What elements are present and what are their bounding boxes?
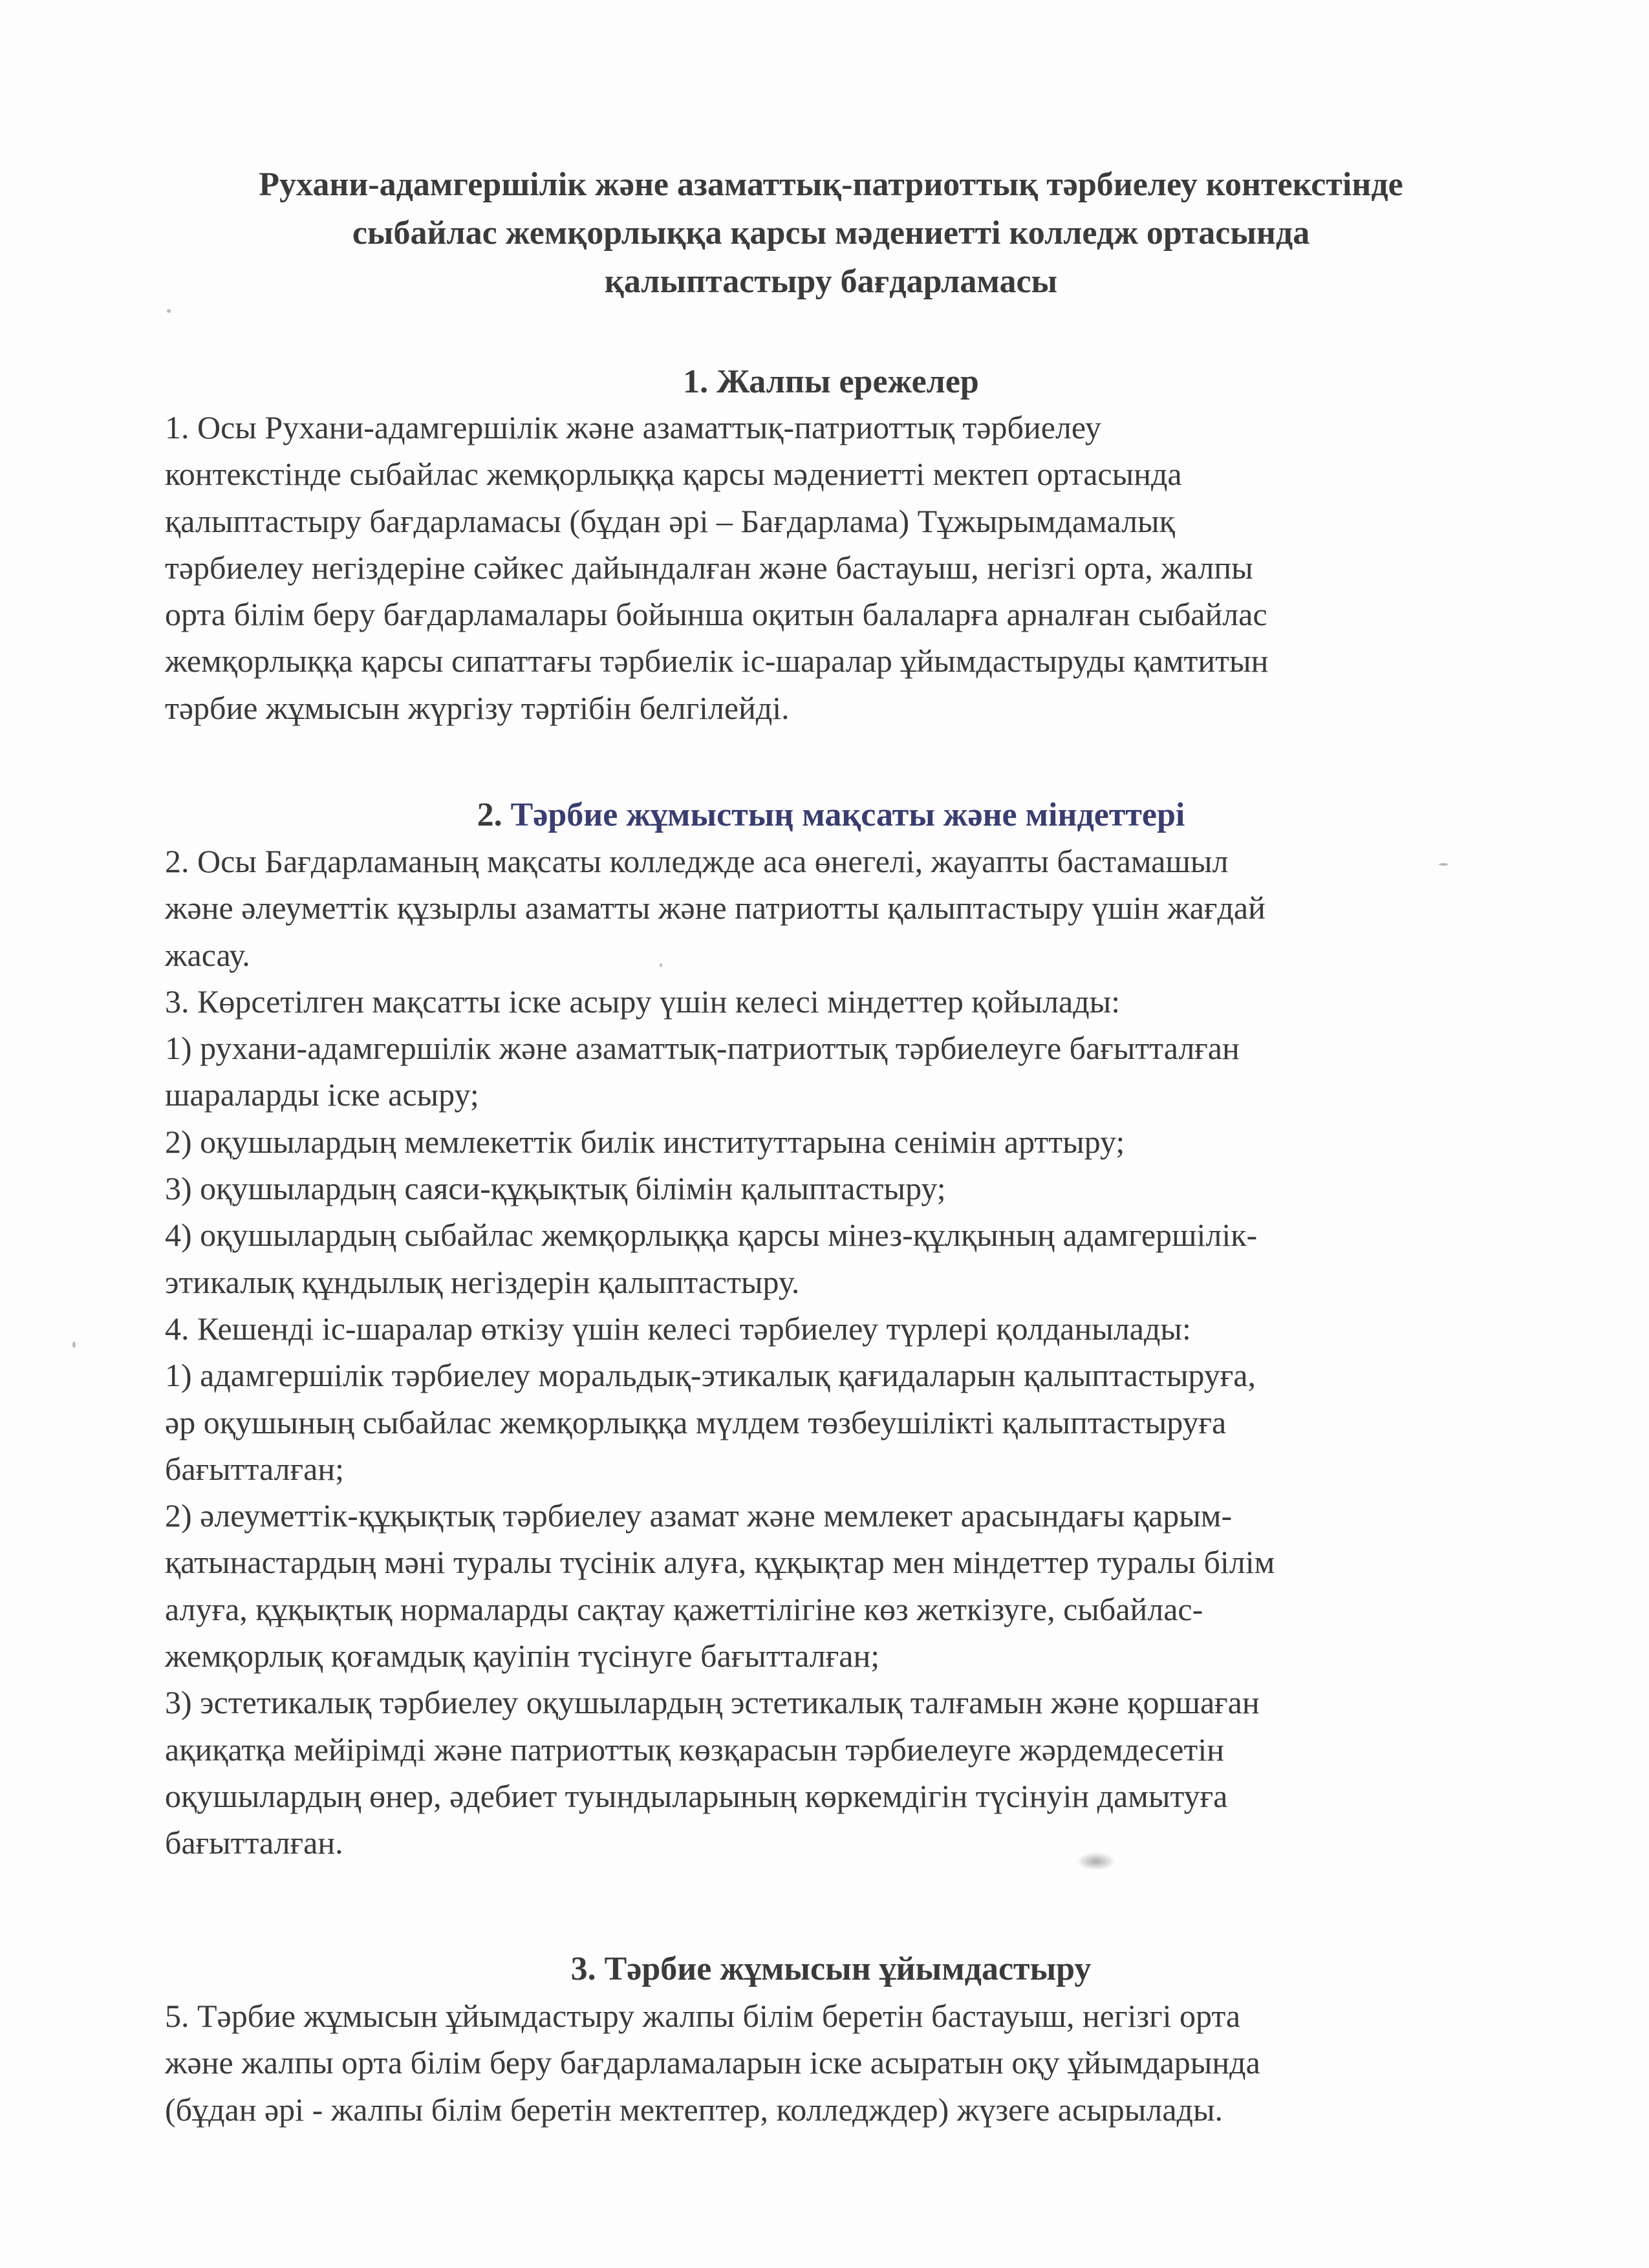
- text-line: 1) адамгершілік тәрбиелеу моральдық-этикалық қағидаларын қалыптастыруға,: [165, 1357, 1256, 1394]
- text-line: 3) оқушылардың саяси-құқықтық білімін қалыптастыру;: [165, 1170, 946, 1207]
- text-line: жемқорлық қоғамдық қауіпін түсінуге бағытталған;: [165, 1638, 880, 1674]
- text-line: 1. Осы Рухани-адамгершілік және азаматтық-патриоттық тәрбиелеу: [165, 409, 1101, 445]
- text-line: 2) оқушылардың мемлекеттік билік институттарына сенімін арттыру;: [165, 1123, 1125, 1160]
- document-title: [165, 160, 1497, 306]
- text-line: шараларды іске асыру;: [165, 1076, 479, 1113]
- section-title: Жалпы ережелер: [717, 363, 979, 400]
- text-line: 2) әлеуметтік-құқықтық тәрбиелеу азамат және мемлекет арасындағы қарым-: [165, 1497, 1233, 1534]
- section-number: 2.: [477, 797, 502, 833]
- text-line: қалыптастыру бағдарламасы (бұдан әрі – Бағдарлама) Тұжырымдамалық: [165, 502, 1175, 539]
- text-line: ақиқатқа мейірімді және патриоттық көзқарасын тәрбиелеуге жәрдемдесетін: [165, 1731, 1224, 1768]
- text-line: 2. Осы Бағдарламаның мақсаты колледжде аса өнегелі, жауапты бастамашыл: [165, 843, 1229, 879]
- text-line: жемқорлыққа қарсы сипаттағы тәрбиелік іс-шаралар ұйымдастыруды қамтитын: [165, 643, 1269, 679]
- text-line: әр оқушының сыбайлас жемқорлыққа мүлдем төзбеушілікті қалыптастыруға: [165, 1404, 1227, 1440]
- scan-speck: [660, 963, 662, 967]
- section-number: 1.: [683, 363, 709, 400]
- scan-smudge: [1077, 1852, 1116, 1870]
- section-3-heading: [165, 1946, 1497, 1993]
- section-title: Тәрбие жұмыстың мақсаты және міндеттері: [510, 797, 1185, 833]
- text-line: 5. Тәрбие жұмысын ұйымдастыру жалпы білім беретін бастауыш, негізгі орта: [165, 1998, 1241, 2034]
- text-line: бағытталған.: [165, 1824, 343, 1861]
- scan-speck: [72, 1342, 76, 1348]
- text-line: тәрбиелеу негіздеріне сәйкес дайындалған және бастауыш, негізгі орта, жалпы: [165, 549, 1253, 586]
- section-number: 3.: [570, 1951, 596, 1987]
- text-line: 3. Көрсетілген мақсатты іске асыру үшін келесі міндеттер қойылады:: [165, 983, 1121, 1020]
- text-line: 4) оқушылардың сыбайлас жемқорлыққа қарсы мінез-құлқының адамгершілік-: [165, 1217, 1258, 1254]
- text-line: тәрбие жұмысын жүргізу тәртібін белгілейді.: [165, 689, 790, 726]
- title-line: қалыптастыру бағдарламасы: [604, 263, 1058, 300]
- title-line: сыбайлас жемқорлыққа қарсы мәдениетті колледж ортасында: [352, 215, 1310, 251]
- text-line: алуға, құқықтық нормаларды сақтау қажеттілігіне көз жеткізуге, сыбайлас-: [165, 1590, 1203, 1627]
- text-line: 3) эстетикалық тәрбиелеу оқушылардың эстетикалық талғамын және қоршаған: [165, 1684, 1260, 1721]
- section-2-body: [165, 838, 1523, 1867]
- text-line: жасау.: [165, 936, 250, 973]
- text-line: 1) рухани-адамгершілік және азаматтық-патриоттық тәрбиелеуге бағытталған: [165, 1030, 1240, 1067]
- text-line: бағытталған;: [165, 1450, 344, 1487]
- scan-speck: [167, 309, 171, 313]
- text-line: қатынастардың мәні туралы түсінік алуға, құқықтар мен міндеттер туралы білім: [165, 1544, 1275, 1581]
- section-title: Тәрбие жұмысын ұйымдастыру: [604, 1951, 1092, 1987]
- section-1-heading: [165, 359, 1497, 405]
- text-line: (бұдан әрі - жалпы білім беретін мектептер, колледждер) жүзеге асырылады.: [165, 2091, 1223, 2128]
- scan-speck: [1439, 863, 1448, 866]
- section-1-body: [165, 404, 1523, 731]
- text-line: және әлеуметтік құзырлы азаматты және патриотты қалыптастыру үшін жағдай: [165, 890, 1266, 926]
- title-line: Рухани-адамгершілік және азаматтық-патриоттық тәрбиелеу контекстінде: [259, 166, 1403, 203]
- text-line: оқушылардың өнер, әдебиет туындыларының көркемдігін түсінуін дамытуға: [165, 1777, 1228, 1814]
- text-line: орта білім беру бағдарламалары бойынша оқитын балаларға арналған сыбайлас: [165, 596, 1267, 633]
- text-line: және жалпы орта білім беру бағдарламаларын іске асыратын оқу ұйымдарында: [165, 2044, 1260, 2081]
- section-3-body: [165, 1993, 1523, 2133]
- text-line: контекстінде сыбайлас жемқорлыққа қарсы мәдениетті мектеп ортасында: [165, 456, 1182, 493]
- text-line: 4. Кешенді іс-шаралар өткізу үшін келесі тәрбиелеу түрлері қолданылады:: [165, 1310, 1191, 1347]
- text-line: этикалық құндылық негіздерін қалыптастыру.: [165, 1263, 800, 1300]
- section-2-heading: [165, 792, 1497, 839]
